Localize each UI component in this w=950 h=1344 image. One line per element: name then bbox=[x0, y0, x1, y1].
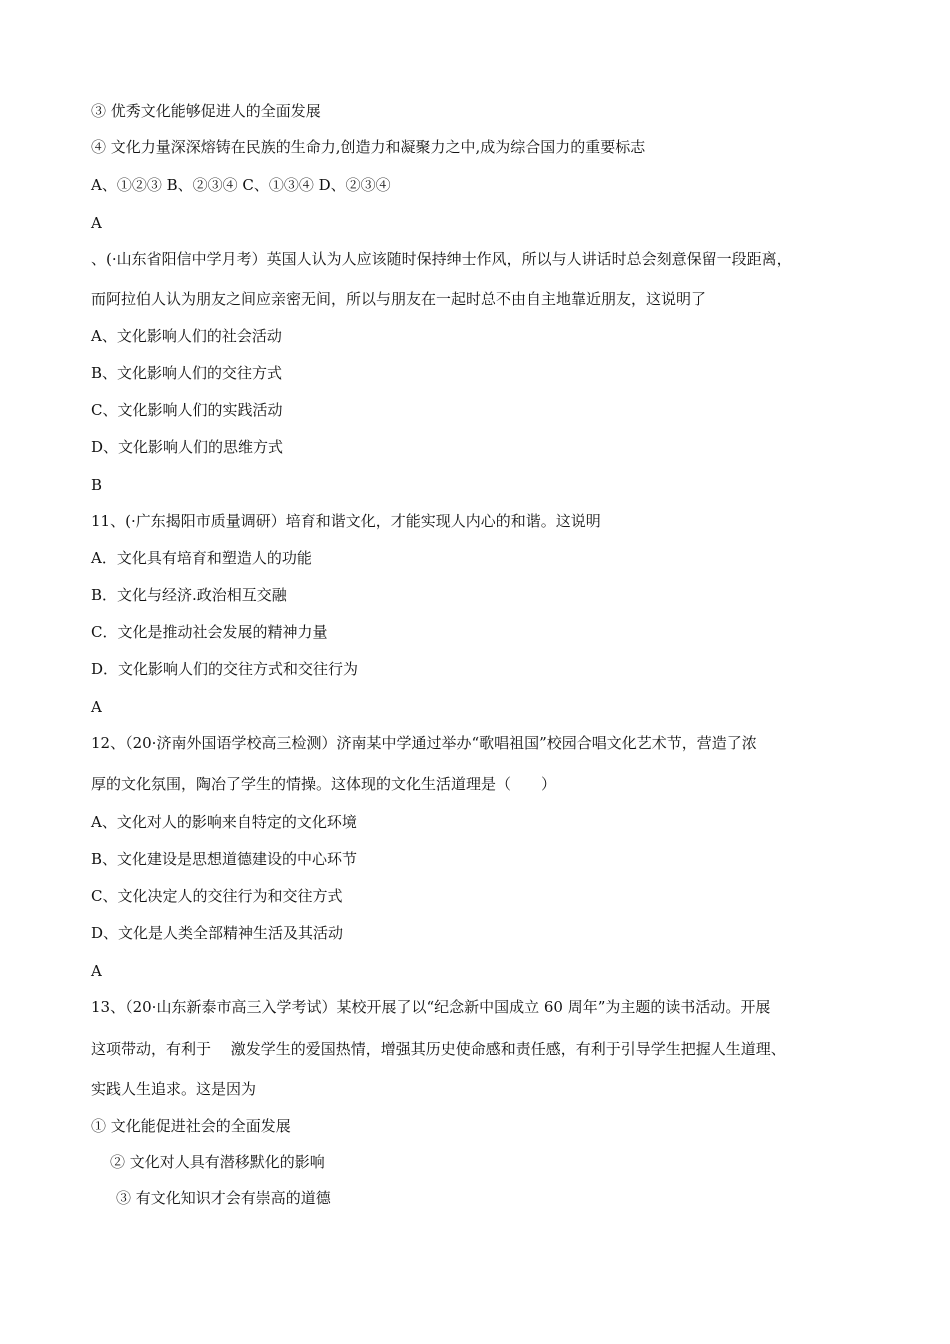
question-text: 11、(·广东揭阳市质量调研）培育和谐文化，才能实现人内心的和谐。这说明 bbox=[91, 512, 601, 530]
option-line: ① 文化能促进社会的全面发展 bbox=[91, 1117, 291, 1135]
answer-key: A bbox=[91, 698, 102, 716]
answer-key: A bbox=[91, 214, 102, 232]
question-text: 13、（20·山东新泰市高三入学考试）某校开展了以“纪念新中国成立 60 周年”为主题的读书活动。开展 bbox=[91, 998, 771, 1016]
answer-option: B、文化影响人们的交往方式 bbox=[91, 364, 283, 382]
answer-option: D、文化是人类全部精神生活及其活动 bbox=[91, 924, 344, 942]
question-text: 厚的文化氛围，陶冶了学生的情操。这体现的文化生活道理是（ ） bbox=[91, 775, 557, 793]
answer-key: B bbox=[91, 476, 103, 494]
answer-option: C、文化决定人的交往行为和交往方式 bbox=[91, 887, 343, 905]
answer-option: A．文化具有培育和塑造人的功能 bbox=[91, 549, 312, 567]
answer-option: D．文化影响人们的交往方式和交往行为 bbox=[91, 660, 359, 678]
question-text: 这项带动，有利于 激发学生的爱国热情，增强其历史使命感和责任感，有利于引导学生把握人生道理、 bbox=[91, 1040, 786, 1058]
option-line: ③ 优秀文化能够促进人的全面发展 bbox=[91, 102, 321, 120]
answer-option: A、文化对人的影响来自特定的文化环境 bbox=[91, 813, 357, 831]
answer-option: B．文化与经济.政治相互交融 bbox=[91, 586, 287, 604]
question-text: 、(·山东省阳信中学月考）英国人认为人应该随时保持绅士作风，所以与人讲话时总会刻意保留一段距离， bbox=[91, 250, 792, 268]
answer-key: A bbox=[91, 962, 102, 980]
question-text: 12、（20·济南外国语学校高三检测）济南某中学通过举办“歌唱祖国”校园合唱文化艺术节，营造了浓 bbox=[91, 734, 757, 752]
answer-option: A、文化影响人们的社会活动 bbox=[91, 327, 282, 345]
option-line: ③ 有文化知识才会有崇高的道德 bbox=[116, 1189, 331, 1207]
question-text: 而阿拉伯人认为朋友之间应亲密无间，所以与朋友在一起时总不由自主地靠近朋友，这说明了 bbox=[91, 290, 707, 308]
option-line: ④ 文化力量深深熔铸在民族的生命力,创造力和凝聚力之中,成为综合国力的重要标志 bbox=[91, 138, 646, 156]
answer-option: D、文化影响人们的思维方式 bbox=[91, 438, 284, 456]
answer-option: C．文化是推动社会发展的精神力量 bbox=[91, 623, 328, 641]
option-line: ② 文化对人具有潜移默化的影响 bbox=[110, 1153, 325, 1171]
answer-choices: A、①②③ B、②③④ C、①③④ D、②③④ bbox=[91, 176, 391, 194]
answer-option: B、文化建设是思想道德建设的中心环节 bbox=[91, 850, 358, 868]
question-text: 实践人生追求。这是因为 bbox=[91, 1080, 257, 1098]
answer-option: C、文化影响人们的实践活动 bbox=[91, 401, 283, 419]
